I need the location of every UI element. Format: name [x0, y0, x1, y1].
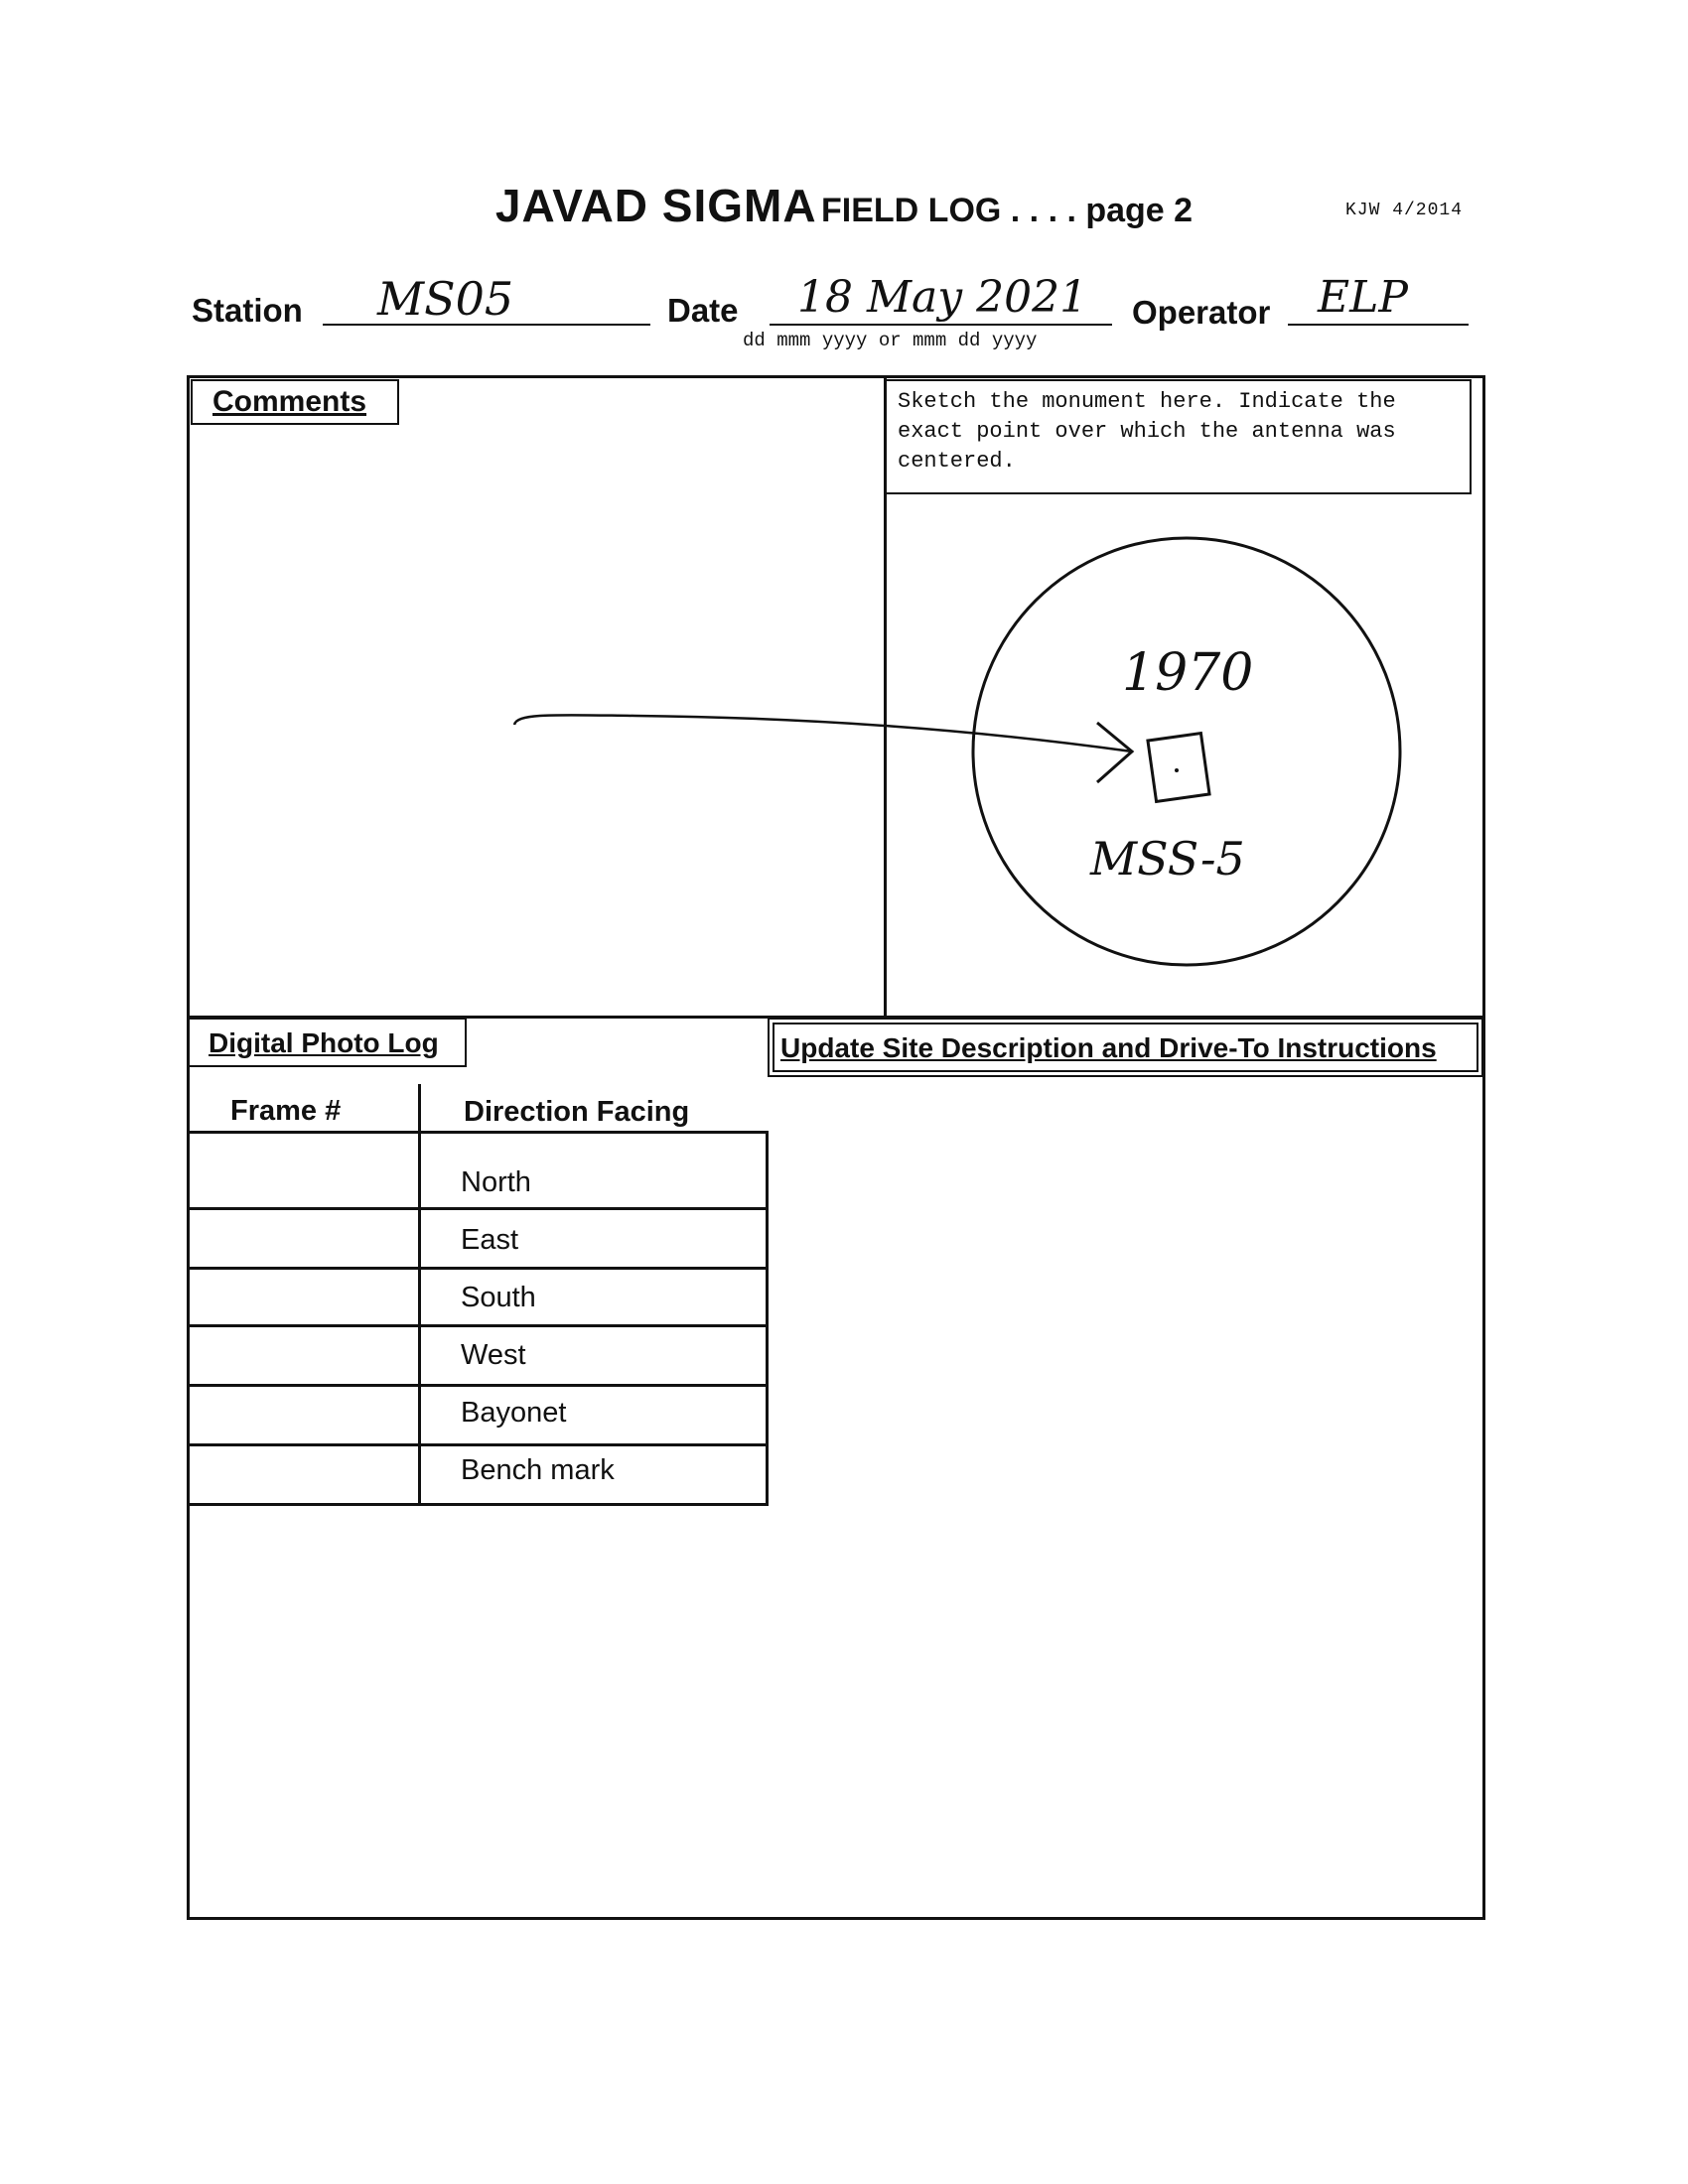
frame-input[interactable] — [191, 1134, 415, 1205]
frame-input[interactable] — [191, 1446, 415, 1501]
frame-input[interactable] — [191, 1270, 415, 1322]
date-format-hint: dd mmm yyyy or mmm dd yyyy — [743, 330, 1038, 351]
revision-code: KJW 4/2014 — [1345, 201, 1464, 220]
station-label: Station — [192, 292, 303, 329]
photo-log-label: Digital Photo Log — [187, 1018, 467, 1067]
operator-value: ELP — [1318, 272, 1408, 323]
operator-label: Operator — [1132, 294, 1271, 331]
direction-west: West — [461, 1339, 526, 1371]
frame-input[interactable] — [191, 1210, 415, 1265]
comments-label: Comments — [191, 379, 399, 425]
direction-south: South — [461, 1282, 536, 1313]
photo-log-right-border — [766, 1132, 769, 1506]
col-frame-header: Frame # — [230, 1095, 342, 1127]
arrow-head — [1097, 723, 1132, 782]
title-sub: FIELD LOG . . . . page 2 — [821, 192, 1194, 229]
antenna-point-square — [1148, 734, 1209, 802]
antenna-point-dot — [1175, 768, 1179, 772]
site-description-header — [768, 1018, 1483, 1077]
col-direction-header: Direction Facing — [464, 1096, 690, 1128]
site-description-label: Update Site Description and Drive-To Instructions — [773, 1023, 1478, 1072]
station-value: MS05 — [377, 272, 514, 326]
direction-north: North — [461, 1166, 531, 1198]
direction-bench-mark: Bench mark — [461, 1454, 615, 1486]
date-value: 18 May 2021 — [797, 272, 1088, 323]
pointer-line — [514, 715, 1132, 751]
photo-log-row-line — [187, 1503, 769, 1506]
title-main: JAVAD SIGMA — [494, 180, 817, 231]
sketch-instructions: Sketch the monument here. Indicate the exact point over which the antenna was centered. — [884, 379, 1472, 494]
direction-east: East — [461, 1224, 519, 1256]
frame-input[interactable] — [191, 1327, 415, 1382]
frame-input[interactable] — [191, 1387, 415, 1441]
sketch-year: 1970 — [1122, 643, 1254, 703]
site-description-area[interactable] — [773, 1082, 1479, 1916]
direction-bayonet: Bayonet — [461, 1397, 567, 1429]
date-label: Date — [667, 292, 739, 329]
sketch-mark-label: MSS-5 — [1090, 832, 1245, 886]
monument-outline — [973, 538, 1400, 965]
